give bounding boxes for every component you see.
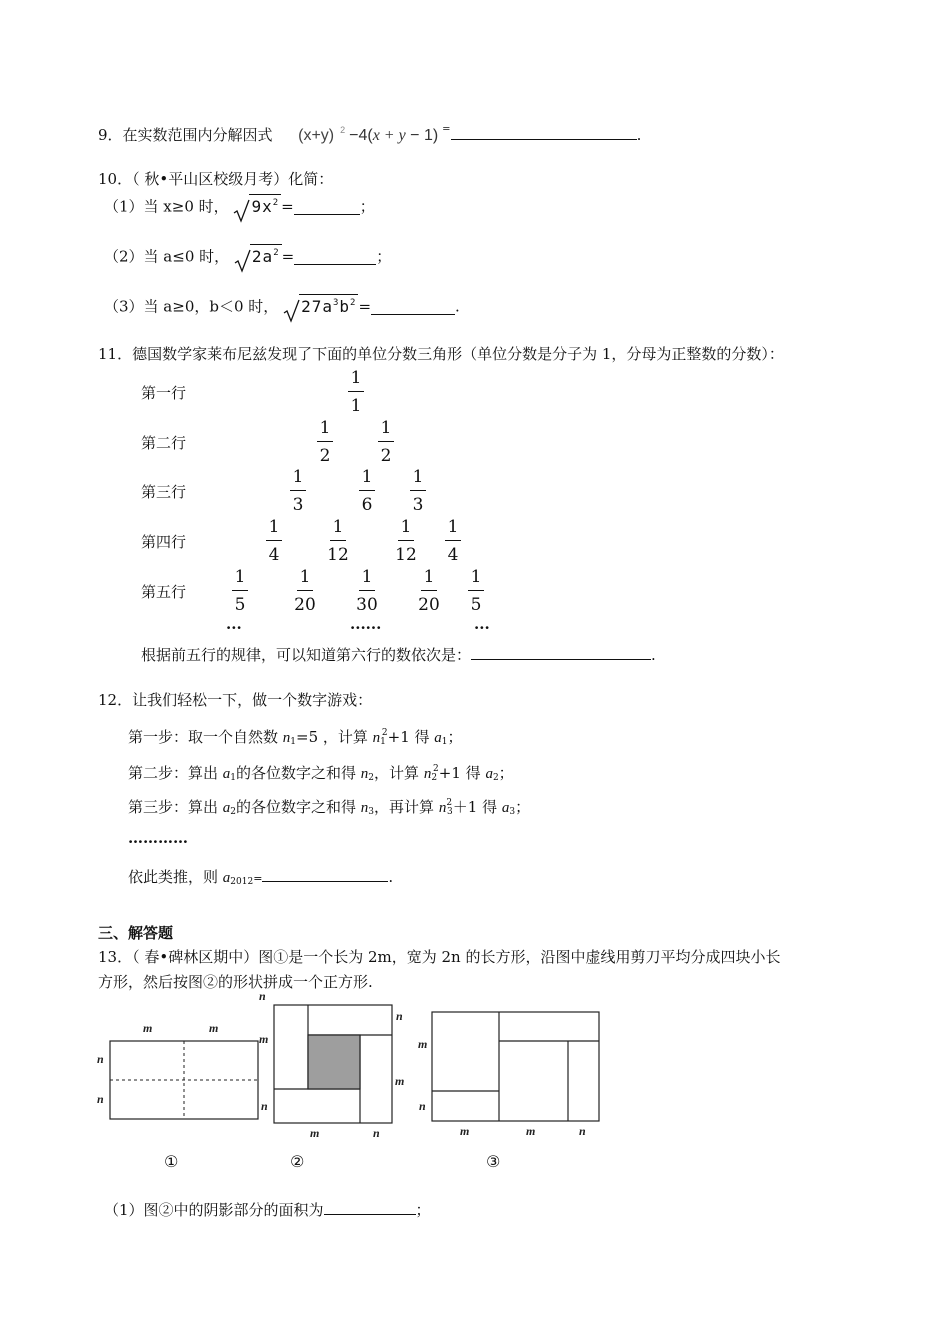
fraction-denominator: 20 — [418, 595, 440, 615]
fraction-denominator: 30 — [356, 595, 378, 615]
fig2-label-m-right: m — [395, 1074, 405, 1088]
fraction-numerator: 1 — [398, 517, 414, 541]
unit-fraction — [409, 567, 449, 615]
q10-part2 — [104, 249, 391, 265]
unit-fraction — [347, 467, 387, 515]
q12-step3 — [128, 799, 530, 817]
fraction-numerator: 1 — [232, 567, 248, 591]
fig2-label-n-left: n — [261, 1099, 268, 1113]
unit-fraction — [398, 467, 438, 515]
q10-p1-sup: 2 — [272, 198, 280, 208]
triangle-row-label: 第四行 — [141, 533, 187, 551]
q12-s3-a3: a — [501, 800, 510, 816]
figure-2 — [259, 990, 404, 1140]
q9-end: . — [636, 126, 642, 144]
fraction-numerator: 1 — [290, 467, 306, 491]
fig2-caption: ② — [290, 1152, 305, 1171]
q10-title: 10．（ 秋•平山区校级月考）化简： — [98, 170, 334, 188]
q9-eq: = — [442, 124, 451, 135]
q12-s3-n3b-sub: 3 — [447, 807, 453, 817]
q10-p1-radicand: 9x — [251, 197, 273, 216]
q11-conclusion-text: 根据前五行的规律，可以知道第六行的数依次是： — [141, 646, 472, 664]
q12-s2-a2-sub: 2 — [492, 773, 499, 783]
figure-1 — [97, 1021, 258, 1119]
q11-dots-1: ... — [226, 615, 242, 633]
q10-p2-radicand: 2a — [251, 247, 274, 266]
fig3-label-n: n — [419, 1099, 426, 1113]
q12-step1 — [128, 729, 463, 747]
q9-expr-c: x + y — [372, 127, 406, 144]
q12-s3-n3b: n — [438, 800, 447, 816]
fraction-numerator: 1 — [266, 517, 282, 541]
q12-final-eq: = — [253, 872, 263, 885]
q10-p2-sqrt — [234, 249, 282, 265]
q10-p3-radicand-b: b — [339, 297, 351, 316]
fig1-label-n2: n — [97, 1092, 104, 1106]
q12-s1-a: 第一步：取一个自然数 — [128, 728, 283, 746]
q12-s1-n1: n — [372, 730, 381, 746]
fraction-numerator: 1 — [317, 418, 333, 442]
q9-line — [98, 125, 641, 144]
q12-s3-a: 第三步：算出 — [128, 798, 223, 816]
fig3-outer-rect — [432, 1012, 599, 1121]
fig1-label-n1: n — [97, 1052, 104, 1066]
fig3-label-m: m — [418, 1037, 428, 1051]
fig2-label-n-top: n — [259, 990, 266, 1003]
fraction-numerator: 1 — [297, 567, 313, 591]
q12-s1-c: +1 得 — [387, 728, 435, 746]
q12-s1-sup: 2 — [381, 728, 388, 738]
fig3-label-n-bottom: n — [579, 1124, 586, 1138]
q12-s3-a3-sub: 3 — [509, 807, 516, 817]
q12-s3-c: ，再计算 — [374, 798, 439, 816]
triangle-row-label: 第五行 — [141, 583, 187, 601]
fig2-label-m-left: m — [259, 1032, 269, 1046]
sqrt-sign-icon — [234, 249, 251, 273]
fraction-numerator: 1 — [348, 368, 364, 392]
fig1-label-m2: m — [209, 1021, 219, 1035]
fraction-denominator: 4 — [268, 545, 280, 565]
q10-p3-sup-b: 2 — [350, 298, 357, 308]
fraction-denominator: 1 — [350, 396, 362, 416]
q10-p3-radicand-a: 27a — [301, 297, 333, 316]
sqrt-sign-icon — [233, 199, 250, 223]
q12-s2-a1: a — [222, 766, 231, 782]
q12-s3-n3-sub: 3 — [368, 807, 375, 817]
q12-s1-n1-sub: 1 — [380, 737, 386, 747]
fraction-numerator: 1 — [378, 418, 394, 442]
unit-fraction — [347, 567, 387, 615]
fig1-label-m1: m — [143, 1021, 153, 1035]
fig1-caption: ① — [164, 1152, 179, 1171]
fraction-numerator: 1 — [410, 467, 426, 491]
unit-fraction — [220, 567, 260, 615]
fig2-label-m-bottom: m — [310, 1126, 320, 1140]
q9-expr-d: − 1) — [405, 127, 439, 144]
q12-s1-a1-sub: 1 — [441, 737, 448, 747]
fraction-denominator: 12 — [327, 545, 349, 565]
fraction-numerator: 1 — [359, 567, 375, 591]
q12-final-end: . — [388, 868, 394, 886]
q12-final-a: 依此类推，则 — [128, 868, 223, 886]
q10-p3-blank[interactable] — [371, 300, 455, 315]
q12-s2-n2b: n — [423, 766, 432, 782]
q11-conclusion — [141, 645, 656, 663]
q12-s2-d: +1 得 — [438, 764, 486, 782]
q10-p2-label: （2）当 a≤0 时， — [104, 247, 230, 266]
q12-s3-a2: a — [222, 800, 231, 816]
q12-s2-e: ； — [498, 764, 514, 782]
q12-s3-a2-sub: 2 — [230, 807, 237, 817]
q11-end: . — [651, 646, 656, 664]
fraction-denominator: 4 — [447, 545, 459, 565]
unit-fraction — [366, 418, 406, 466]
q12-s1-a1: a — [434, 730, 442, 746]
q13-sub1-text: （1）图②中的阴影部分的面积为 — [104, 1201, 324, 1219]
fraction-numerator: 1 — [445, 517, 461, 541]
q10-p2-eq: = — [281, 247, 295, 266]
fraction-denominator: 3 — [412, 495, 424, 515]
q11-dots-2: ...... — [350, 615, 382, 633]
sqrt-sign-icon — [283, 299, 300, 323]
fig3-label-m-bottom1: m — [460, 1124, 470, 1138]
fig2-label-n-right: n — [396, 1009, 403, 1023]
fraction-numerator: 1 — [468, 567, 484, 591]
fig3-label-m-bottom2: m — [526, 1124, 536, 1138]
q12-s1-b: =5 ，计算 — [296, 728, 373, 746]
q13-figures — [0, 990, 950, 1180]
q12-s2-n2b-sub: 2 — [431, 773, 438, 783]
q10-p3-sqrt — [283, 299, 358, 315]
q12-s1-sub: 1 — [290, 737, 297, 747]
q10-p1-sqrt — [233, 199, 281, 215]
q12-final — [128, 867, 393, 887]
q10-part3 — [104, 299, 460, 315]
q9-expr-b: −4( — [349, 127, 373, 144]
q11-title: 11．德国数学家莱布尼兹发现了下面的单位分数三角形（单位分数是分子为 1，分母为正整数的分数）： — [98, 345, 784, 363]
unit-fraction — [318, 517, 358, 565]
q11-dots-3: ... — [474, 615, 490, 633]
q12-s3-e: ； — [515, 798, 531, 816]
q12-s2-b: 的各位数字之和得 — [236, 764, 361, 782]
q10-p3-end: . — [455, 297, 460, 316]
fraction-denominator: 2 — [319, 446, 331, 466]
q12-s2-c: ，计算 — [374, 764, 424, 782]
fraction-numerator: 1 — [421, 567, 437, 591]
fraction-denominator: 2 — [380, 446, 392, 466]
triangle-row-label: 第二行 — [141, 434, 187, 452]
fraction-denominator: 12 — [395, 545, 417, 565]
unit-fraction — [254, 517, 294, 565]
q12-final-sub: 2012 — [230, 877, 254, 887]
unit-fraction — [278, 467, 318, 515]
q10-p3-eq: = — [358, 297, 372, 316]
section-title: 三、解答题 — [98, 924, 174, 942]
q9-prefix: 9．在实数范围内分解因式 — [98, 126, 273, 144]
fraction-denominator: 3 — [292, 495, 304, 515]
q9-expr-a: (x+y) — [298, 127, 335, 144]
unit-fraction — [433, 517, 473, 565]
fig3-caption: ③ — [486, 1152, 501, 1171]
q13-line1: 13．（ 春•碑林区期中）图①是一个长为 2m，宽为 2n 的长方形，沿图中虚线用剪刀平均分成四块小长 — [98, 948, 781, 966]
q10-p3-label: （3）当 a≥0，b＜0 时， — [104, 297, 279, 316]
q12-s2-a2: a — [485, 766, 493, 782]
q13-sub1-end: ； — [415, 1201, 431, 1219]
q9-expr-sq: 2 — [340, 125, 346, 135]
unit-fraction — [386, 517, 426, 565]
q10-p1-eq: = — [281, 197, 294, 216]
q12-title: 12．让我们轻松一下，做一个数字游戏： — [98, 691, 373, 709]
q12-s3-b: 的各位数字之和得 — [236, 798, 361, 816]
q10-p2-blank[interactable] — [294, 250, 376, 265]
figure-3 — [418, 1012, 599, 1138]
q10-p2-sup: 2 — [273, 248, 280, 258]
q12-s2-sup: 2 — [433, 764, 439, 774]
unit-fraction — [285, 567, 325, 615]
triangle-row-label: 第三行 — [141, 483, 187, 501]
q12-s2-a1-sub: 1 — [230, 773, 237, 783]
q13-line2: 方形，然后按图②的形状拼成一个正方形. — [98, 973, 373, 991]
q10-p3-sup-a: 3 — [332, 298, 340, 308]
q11-answer-blank[interactable] — [471, 645, 651, 660]
q12-s3-n3: n — [360, 800, 369, 816]
q10-p2-end: ； — [376, 247, 392, 266]
fig2-label-n-bottom: n — [373, 1126, 380, 1140]
unit-fraction — [336, 368, 376, 416]
q10-part1 — [104, 199, 375, 215]
q12-s3-d: ＋1 得 — [452, 798, 502, 816]
fraction-denominator: 5 — [470, 595, 482, 615]
fig2-shaded-square — [308, 1035, 360, 1089]
fraction-denominator: 6 — [361, 495, 373, 515]
q10-p1-blank[interactable] — [294, 200, 360, 215]
q12-answer-blank[interactable] — [262, 867, 388, 882]
unit-fraction — [305, 418, 345, 466]
q13-sub1 — [104, 1200, 431, 1218]
q12-s2-n2: n — [360, 766, 369, 782]
q12-s1-var-n: n — [282, 730, 291, 746]
q12-s3-sup: 2 — [446, 798, 453, 808]
q10-p1-end: ； — [359, 197, 375, 216]
q12-final-var: a — [222, 870, 231, 886]
q10-p1-label: （1）当 x≥0 时， — [104, 197, 229, 216]
q13-sub1-blank[interactable] — [324, 1200, 416, 1215]
q12-step2 — [128, 765, 514, 783]
triangle-row-label: 第一行 — [141, 384, 187, 402]
fraction-numerator: 1 — [359, 467, 375, 491]
fraction-denominator: 20 — [294, 595, 316, 615]
q12-s1-d: ； — [447, 728, 463, 746]
q12-dots: ………… — [128, 829, 188, 847]
fraction-numerator: 1 — [330, 517, 346, 541]
unit-fraction — [456, 567, 496, 615]
q9-answer-blank[interactable] — [451, 125, 637, 140]
fraction-denominator: 5 — [234, 595, 246, 615]
q12-s2-n2-sub: 2 — [368, 773, 375, 783]
q12-s2-a: 第二步：算出 — [128, 764, 223, 782]
